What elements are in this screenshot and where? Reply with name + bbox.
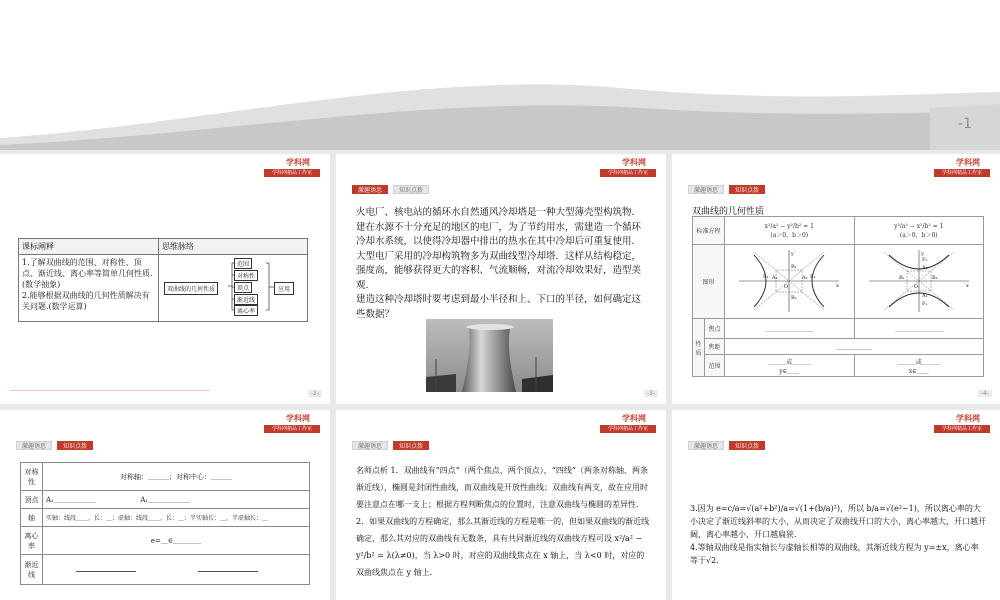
focus-left: ＿＿＿＿＿＿＿＿	[725, 319, 855, 339]
range-right-x: x∈	[908, 367, 917, 375]
intro-paragraph-1: 火电厂、核电站的循环水自然通风冷却塔是一种大型薄壳型构筑物．建在水源不十分充足的地区的电厂，为了节约用水，需建造一个循环冷却水系统，以使得冷却器中排出的热水在其中冷却后可重复使用．大型电厂采用的冷却构筑物多为双曲线型冷却塔．这样从结构稳定，强度高，能够获得更大的容积、气流顺畅，对流冷却效果好，造型美观．	[356, 207, 642, 291]
row-label-focal-distance: 焦距	[705, 339, 725, 355]
top-page-number: -1	[958, 116, 972, 132]
label-A1: A₁	[772, 274, 778, 281]
mindmap-branch-asymptote: 渐近线	[234, 294, 258, 305]
label-B2: B₂	[791, 294, 797, 301]
logo-bar: 学科网精品工作室	[264, 425, 320, 433]
mindmap-cell	[159, 255, 308, 322]
range-right: ＿＿＿或＿＿＿ x∈＿＿	[854, 355, 984, 377]
hyperbola-graph-horizontal	[734, 247, 844, 315]
logo-bar: 学科网精品工作室	[600, 425, 656, 433]
slide-thumbnail-5[interactable]	[0, 410, 330, 600]
logo-mark: 学科网	[622, 414, 646, 423]
teacher-notes	[356, 462, 650, 581]
range-right-or: 或	[915, 358, 922, 366]
slide-thumbnail-3[interactable]	[336, 154, 666, 404]
label-B1: B₁	[791, 263, 797, 270]
section-tabs	[688, 185, 765, 194]
eq-right-text: y²/a² − x²/b² = 1	[894, 222, 944, 230]
logo-mark: 学科网	[286, 158, 310, 167]
slide-thumbnail-7[interactable]	[672, 410, 1000, 600]
section-tabs	[16, 441, 93, 450]
brand-logo	[934, 413, 990, 435]
row-label-eccentricity: 离心率	[21, 527, 43, 555]
label-A2: A₂	[921, 264, 928, 271]
tab-intro[interactable]: 激趣诱思	[688, 185, 724, 194]
logo-bar: 学科网精品工作室	[600, 169, 656, 177]
brand-logo	[264, 413, 320, 435]
row-label-symmetry: 对称性	[21, 463, 43, 491]
row-label-axis: 轴	[21, 509, 43, 527]
page-number: -3-	[644, 390, 658, 397]
page-number: -4-	[978, 390, 992, 397]
row-label-focus: 焦点	[705, 319, 725, 339]
label-y: y	[791, 250, 795, 257]
section-tabs	[352, 185, 429, 194]
label-F2: F₂	[810, 273, 816, 280]
logo-mark: 学科网	[286, 414, 310, 423]
hyperbola-properties-table	[692, 216, 984, 377]
intro-text	[356, 206, 648, 322]
page-number: -2-	[308, 390, 322, 397]
mindmap-center: 双曲线的几何性质	[164, 282, 218, 295]
vertex-right: A₁＿＿＿＿＿＿	[140, 495, 191, 504]
asymptote-value	[43, 555, 310, 585]
label-O: O	[784, 283, 789, 290]
logo-mark: 学科网	[956, 414, 980, 423]
slide-thumbnail-grid	[0, 150, 1000, 600]
range-left-or: 或	[786, 358, 793, 366]
equation-left	[725, 217, 855, 245]
tab-knowledge[interactable]: 知识点拨	[393, 441, 429, 450]
label-B1: B₁	[898, 274, 905, 281]
properties-table-continued	[20, 462, 310, 585]
label-B2: B₂	[931, 274, 938, 281]
tab-intro[interactable]: 激趣诱思	[688, 441, 724, 450]
section-tabs	[352, 441, 429, 450]
tab-knowledge[interactable]: 知识点拨	[729, 441, 765, 450]
brand-logo	[600, 413, 656, 435]
label-F1: F₁	[763, 273, 769, 280]
mindmap-branch-vertex: 顶点	[234, 282, 252, 293]
decorative-wave	[0, 0, 1000, 155]
objectives-table	[18, 238, 308, 322]
row-label-standard-equation: 标准方程	[693, 217, 725, 245]
logo-bar: 学科网精品工作室	[934, 425, 990, 433]
symmetry-value: 对称轴：＿＿＿；对称中心：＿＿＿	[43, 463, 310, 491]
objectives-cell	[19, 255, 159, 322]
label-x: x	[965, 282, 969, 289]
objective-1: 1.了解双曲线的范围、对称性、顶点、渐近线、离心率等简单几何性质.(数学抽象)	[22, 258, 153, 289]
mindmap-application: 应用	[274, 282, 294, 295]
range-left-y: y∈	[779, 367, 788, 375]
eccentricity-value: e=＿∈＿＿＿＿	[43, 527, 310, 555]
teacher-notes-continued	[690, 502, 986, 567]
equation-right	[854, 217, 984, 245]
label-O: O	[913, 283, 918, 290]
mindmap-branch-range: 范围	[234, 258, 252, 269]
tab-knowledge[interactable]: 知识点拨	[57, 441, 93, 450]
focal-distance-value: ＿＿＿＿＿＿	[725, 339, 984, 355]
row-label-property: 性质	[693, 319, 705, 377]
label-x: x	[836, 282, 840, 289]
objective-2: 2.能够根据双曲线的几何性质解决有关问题.(数学运算)	[22, 291, 150, 311]
mindmap-branch-eccentricity: 离心率	[234, 305, 258, 316]
brand-logo	[600, 157, 656, 179]
tab-intro[interactable]: 激趣诱思	[352, 441, 388, 450]
hyperbola-graph-vertical	[864, 247, 974, 315]
eq-left-condition: (a＞0，b＞0)	[770, 231, 809, 239]
vertex-left: A₁＿＿＿＿＿＿	[46, 495, 96, 504]
logo-bar: 学科网精品工作室	[934, 169, 990, 177]
row-label-figure: 图形	[693, 245, 725, 319]
tab-intro[interactable]: 激趣诱思	[16, 441, 52, 450]
slide-thumbnail-6[interactable]	[336, 410, 666, 600]
label-A2: A₂	[802, 274, 808, 281]
row-label-asymptote: 渐近线	[21, 555, 43, 585]
label-A1: A₁	[921, 292, 928, 299]
range-left: ＿＿＿或＿＿＿ y∈＿＿	[725, 355, 855, 377]
slide-thumbnail-4[interactable]	[672, 154, 1000, 404]
focus-right: ＿＿＿＿＿＿＿＿	[854, 319, 984, 339]
logo-mark: 学科网	[956, 158, 980, 167]
label-y: y	[920, 250, 924, 257]
note-item-3: 3.因为 e=c/a=√(a²+b²)/a=√(1+(b/a)²)，所以 b/a=√(e²−1)，所以离心率的大小决定了渐近线斜率的大小，从而决定了双曲线开口的大小，离心率越大，开口越开阔，离心率越小，开口越扁狭.	[690, 504, 986, 539]
eq-right-condition: (a＞0，b＞0)	[899, 231, 938, 239]
note-item-4: 4.等轴双曲线是指实轴长与虚轴长相等的双曲线，其渐近线方程为 y=±x，离心率等于√2.	[690, 543, 979, 565]
label-F2: F₂	[921, 256, 928, 263]
mindmap	[162, 257, 304, 319]
tab-intro[interactable]: 激趣诱思	[352, 185, 388, 194]
vertex-value	[43, 491, 310, 509]
brand-logo	[934, 157, 990, 179]
note-item-2: 2．如果双曲线的方程确定，那么其渐近线的方程是唯一的，但如果双曲线的渐近线确定，那么其对应的双曲线有无数条，具有共同渐近线的双曲线方程可设 x²/a² − y²/b² = λ(λ≠0)，当 λ>0 时，对应的双曲线焦点在 x 轴上，当 λ<0 时，对应的双曲线焦点在 y 轴上．	[356, 517, 650, 577]
row-label-vertex: 顶点	[21, 491, 43, 509]
cooling-tower-photo	[426, 319, 553, 392]
figure-left-cell	[725, 245, 855, 319]
tab-knowledge[interactable]: 知识点拨	[729, 185, 765, 194]
axis-value: 实轴：线段＿＿，长：＿；虚轴：线段＿＿，长：＿；半实轴长：＿，半虚轴长：＿	[43, 509, 310, 527]
col-header-mindmap: 思维脉络	[159, 239, 308, 255]
label-F1: F₁	[921, 300, 928, 307]
figure-right-cell	[854, 245, 984, 319]
col-header-objectives: 课标阐释	[19, 239, 159, 255]
intro-paragraph-2: 建造这种冷却塔时要考虑到最小半径和上、下口的半径，如何确定这些数据？	[356, 294, 642, 320]
section-title: 双曲线的几何性质	[692, 207, 765, 217]
tab-knowledge[interactable]: 知识点拨	[393, 185, 429, 194]
section-tabs	[688, 441, 765, 450]
logo-mark: 学科网	[622, 158, 646, 167]
eq-left-text: x²/a² − y²/b² = 1	[764, 222, 814, 230]
mindmap-branch-symmetry: 对称性	[234, 270, 258, 281]
brand-logo	[264, 157, 320, 179]
footer-line	[10, 390, 210, 391]
note-item-1: 名师点析 1．双曲线有“四点”（两个焦点、两个顶点），“四线”（两条对称轴、两条渐近线），椭圆是封闭性曲线，而双曲线是开放性曲线；双曲线有两支，故在应用时要注意点在哪一支上；根据方程判断焦点的位置时，注意双曲线与椭圆的差异性．	[356, 466, 648, 509]
top-slide-area	[0, 0, 1000, 155]
slide-thumbnail-2[interactable]	[0, 154, 330, 404]
row-label-range: 范围	[705, 355, 725, 377]
logo-bar: 学科网精品工作室	[264, 169, 320, 177]
